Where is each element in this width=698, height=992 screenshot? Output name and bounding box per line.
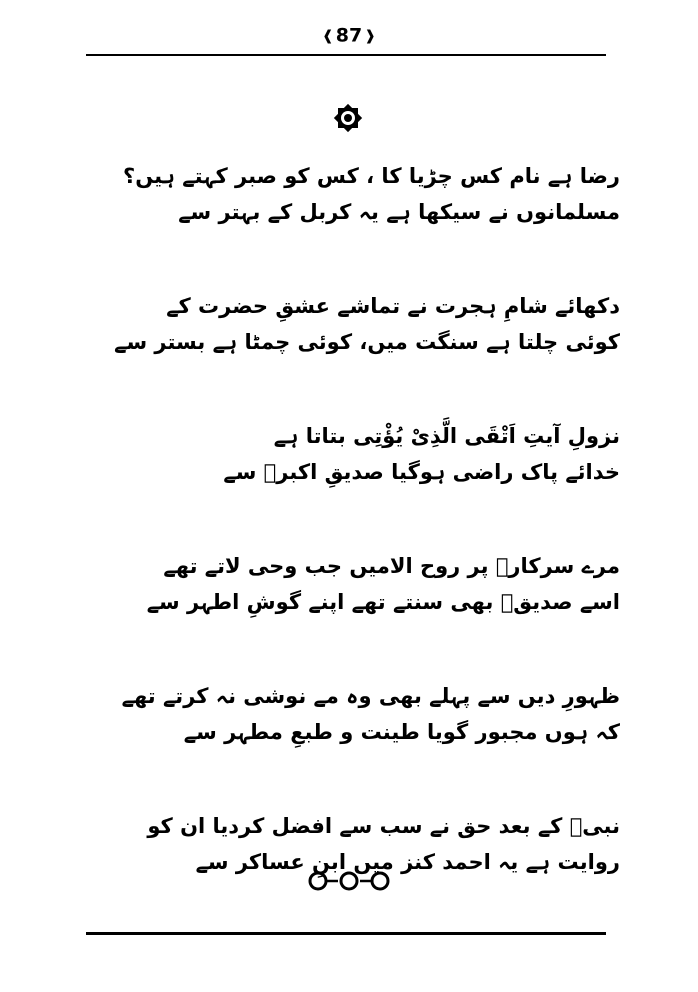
poem-line: روایت ہے یہ احمد کنز میں ابنِ عساکر سے	[195, 850, 620, 874]
three-circles-icon	[307, 870, 391, 892]
page-number: 87	[335, 24, 363, 47]
bottom-rule	[86, 932, 606, 935]
poem-line: ظہورِ دیں سے پہلے بھی وہ مے نوشی نہ کرتے تھے	[121, 684, 620, 708]
stanza	[90, 678, 620, 750]
poem-line: مسلمانوں نے سیکھا ہے یہ کربل کے بہتر سے	[178, 200, 620, 224]
poem	[90, 158, 620, 938]
stanza	[90, 548, 620, 620]
top-rule	[86, 54, 606, 56]
poem-line: رضا ہے نام کس چڑیا کا ، کس کو صبر کہتے ہیں؟	[123, 164, 620, 188]
stanza	[90, 418, 620, 490]
poem-line: کوئی چلتا ہے سنگت میں، کوئی چمٹا ہے بستر سے	[114, 330, 620, 354]
poem-line: نزولِ آیتِ اَتْقَی الَّذِیْ یُؤْتِی بتاتا ہے	[273, 424, 620, 448]
poem-line: دکھائے شامِ ہجرت نے تماشے عشقِ حضرت کے	[166, 294, 620, 318]
ornamental-bracket-icon: ❰	[322, 27, 334, 44]
page-number-header	[0, 24, 698, 47]
poem-line: خدائے پاک راضی ہوگیا صدیقِ اکبرؓ سے	[223, 460, 620, 484]
poem-line: مرے سرکارؐ پر روح الامیں جب وحی لاتے تھے	[163, 554, 620, 578]
ornamental-bracket-icon: ❱	[364, 27, 376, 44]
poem-line: کہ ہوں مجبور گویا طینت و طبعِ مطہر سے	[183, 720, 620, 744]
stanza	[90, 158, 620, 230]
stanza	[90, 288, 620, 360]
poem-line: نبیؐ کے بعد حق نے سب سے افضل کردیا ان کو	[147, 814, 620, 838]
poem-line: اسے صدیقؓ بھی سنتے تھے اپنے گوشِ اطہر سے	[146, 590, 620, 614]
star-medallion-icon	[330, 100, 366, 136]
